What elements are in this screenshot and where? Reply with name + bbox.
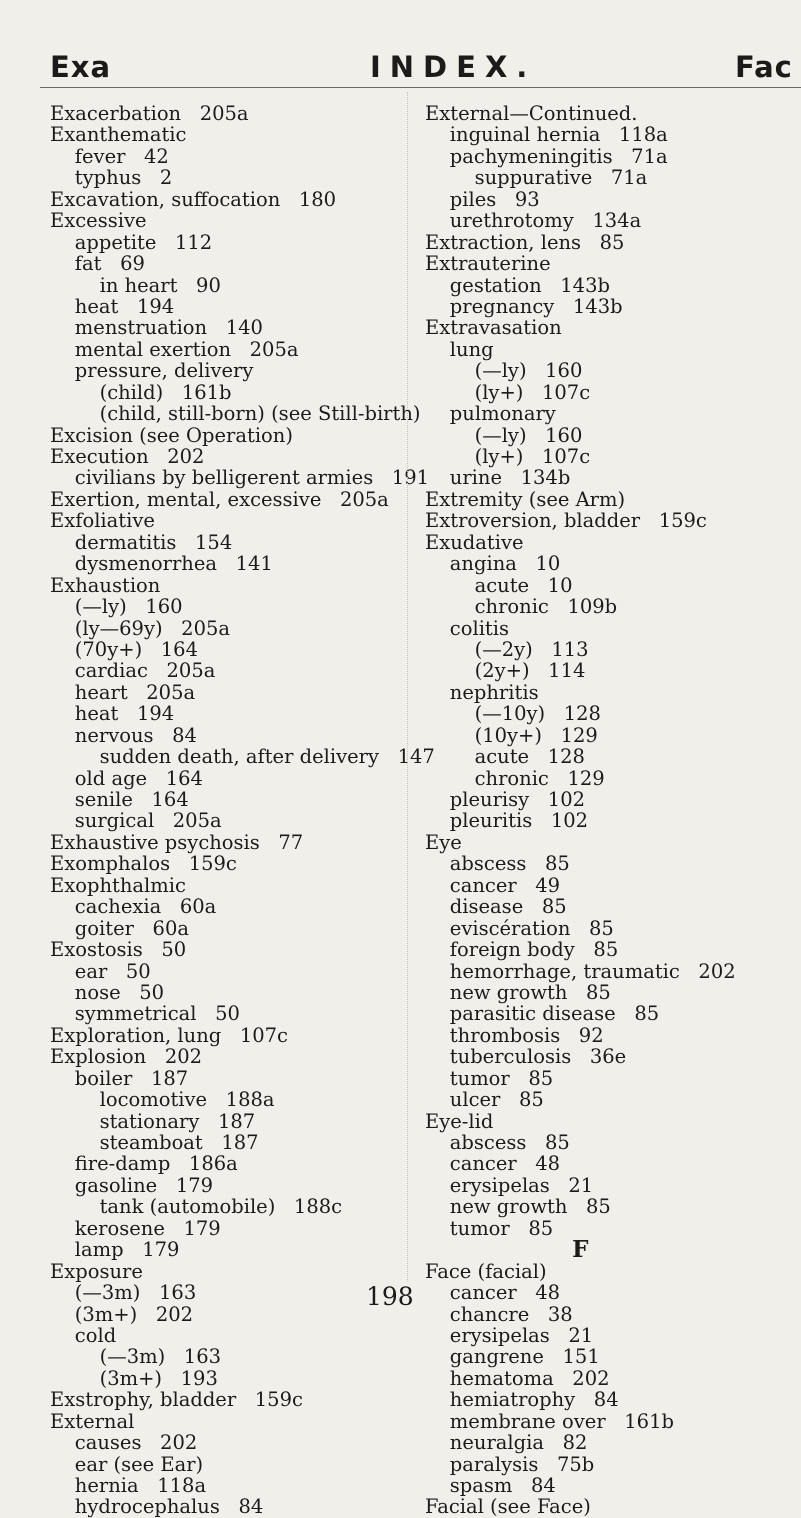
index-entry: Excessive (50, 209, 147, 233)
index-entry: (—2y) 113 (425, 637, 589, 661)
index-entry: neuralgia 82 (425, 1431, 588, 1455)
index-entry: Face (facial) (425, 1259, 547, 1283)
index-entry: erysipelas 21 (425, 1173, 594, 1197)
section-letter: F (572, 1236, 589, 1264)
index-entry: Eye (425, 830, 462, 854)
index-entry: paralysis 75b (425, 1452, 595, 1476)
index-entry: urine 134b (425, 466, 571, 490)
index-entry: Excavation, suffocation 180 (50, 187, 337, 211)
index-entry: (70y+) 164 (50, 637, 198, 661)
index-entry: hernia 118a (50, 1474, 207, 1497)
index-entry: (—3m) 163 (50, 1345, 222, 1369)
index-entry: abscess 85 (425, 1131, 570, 1154)
index-entry: cachexia 60a (50, 895, 217, 919)
index-entry: Exophthalmic (50, 873, 186, 897)
index-entry: cancer 49 (425, 873, 561, 897)
index-entry: cardiac 205a (50, 659, 216, 683)
index-entry: causes 202 (50, 1431, 198, 1455)
index-entry: fat 69 (50, 252, 145, 276)
index-entry: Execution 202 (50, 445, 205, 468)
index-entry: cold (50, 1323, 117, 1347)
index-entry: pressure, delivery (50, 359, 254, 383)
index-entry: Exomphalos 159c (50, 852, 237, 876)
running-head-right: Fac (735, 50, 793, 84)
index-entry: gasoline 179 (50, 1173, 214, 1197)
index-entry: Exhaustion (50, 573, 161, 597)
index-entry: Exhaustive psychosis 77 (50, 830, 304, 854)
index-entry: symmetrical 50 (50, 1002, 240, 1026)
index-entry: gestation 143b (425, 273, 610, 297)
index-entry: goiter 60a (50, 916, 189, 940)
index-entry: menstruation 140 (50, 316, 263, 340)
index-entry: Exudative (425, 530, 524, 554)
index-entry: new growth 85 (425, 1195, 611, 1219)
index-entry: heat 194 (50, 702, 175, 726)
index-entry: Explosion 202 (50, 1045, 203, 1069)
index-entry: chronic 129 (425, 766, 605, 790)
index-entry: (—3m) 163 (50, 1281, 197, 1305)
page-number: 198 (366, 1282, 414, 1311)
index-entry: (ly+) 107c (425, 380, 591, 404)
index-entry: (10y+) 129 (425, 723, 598, 747)
index-entry: old age 164 (50, 766, 203, 790)
index-entry: pleuritis 102 (425, 809, 589, 833)
index-entry: (2y+) 114 (425, 659, 586, 683)
index-entry: lung (425, 337, 494, 361)
index-entry: nephritis (425, 680, 539, 704)
index-entry: hydrocephalus 84 (50, 1495, 264, 1518)
index-entry: tuberculosis 36e (425, 1045, 627, 1069)
index-entry: inguinal hernia 118a (425, 123, 668, 147)
index-entry: parasitic disease 85 (425, 1002, 660, 1026)
index-entry: (child) 161b (50, 380, 232, 404)
index-entry: new growth 85 (425, 980, 611, 1004)
index-entry: Exposure (50, 1259, 143, 1283)
index-entry: civilians by belligerent armies 191 (50, 466, 430, 490)
header-rule (40, 87, 801, 88)
index-entry: pulmonary (425, 402, 556, 426)
index-entry: pachymeningitis 71a (425, 144, 668, 168)
index-entry: pregnancy 143b (425, 294, 623, 318)
index-entry: (child, still-born) (see Still-birth) (50, 402, 421, 426)
index-entry: angina 10 (425, 552, 561, 576)
index-entry: Excision (see Operation) (50, 423, 293, 447)
index-entry: eviscération 85 (425, 916, 614, 940)
index-entry: dermatitis 154 (50, 530, 233, 554)
index-entry: heart 205a (50, 680, 196, 704)
index-entry: stationary 187 (50, 1109, 256, 1133)
index-entry: lamp 179 (50, 1238, 180, 1262)
index-entry: (—ly) 160 (50, 595, 183, 619)
index-entry: steamboat 187 (50, 1131, 259, 1154)
index-entry: (—10y) 128 (425, 702, 601, 726)
index-entry: foreign body 85 (425, 938, 619, 962)
index-entry: Facial (see Face) (425, 1495, 591, 1518)
index-entry: colitis (425, 616, 510, 640)
index-entry: Extraction, lens 85 (425, 230, 625, 254)
index-entry: Exanthematic (50, 123, 187, 147)
page-title: INDEX. (370, 50, 537, 84)
index-entry: boiler 187 (50, 1066, 189, 1090)
index-entry: surgical 205a (50, 809, 222, 833)
index-entry: acute 128 (425, 745, 585, 769)
index-entry: cancer 48 (425, 1281, 561, 1305)
index-entry: erysipelas 21 (425, 1323, 594, 1347)
index-entry: sudden death, after delivery 147 (50, 745, 435, 769)
index-column-right (425, 103, 736, 1518)
index-entry: fever 42 (50, 144, 169, 168)
index-entry: (3m+) 193 (50, 1366, 218, 1390)
index-entry: tumor 85 (425, 1216, 554, 1240)
index-entry: (—ly) 160 (425, 359, 583, 383)
index-entry: Exstrophy, bladder 159c (50, 1388, 303, 1412)
index-entry: (—ly) 160 (425, 423, 583, 447)
index-entry: appetite 112 (50, 230, 213, 254)
index-entry: pleurisy 102 (425, 788, 586, 811)
index-entry: gangrene 151 (425, 1345, 600, 1369)
index-entry: hemiatrophy 84 (425, 1388, 619, 1412)
index-entry: chronic 109b (425, 595, 618, 619)
index-entry: tumor 85 (425, 1066, 554, 1090)
running-head-left: Exa (50, 50, 112, 84)
index-entry: piles 93 (425, 187, 540, 211)
index-entry: mental exertion 205a (50, 337, 299, 361)
column-gutter (407, 92, 408, 1282)
index-entry: hematoma 202 (425, 1366, 610, 1390)
index-entry: acute 10 (425, 573, 573, 597)
index-entry: Exploration, lung 107c (50, 1023, 288, 1047)
index-entry: Exostosis 50 (50, 938, 187, 962)
index-entry: Extravasation (425, 316, 562, 340)
index-entry: nose 50 (50, 980, 165, 1004)
index-entry: hemorrhage, traumatic 202 (425, 959, 736, 983)
index-entry: External (50, 1409, 135, 1433)
index-entry: Extroversion, bladder 159c (425, 509, 707, 533)
index-entry: Extrauterine (425, 252, 551, 276)
index-entry: ulcer 85 (425, 1088, 544, 1112)
index-entry: locomotive 188a (50, 1088, 275, 1112)
index-entry: (3m+) 202 (50, 1302, 194, 1326)
index-entry: spasm 84 (425, 1474, 556, 1497)
index-entry: in heart 90 (50, 273, 221, 297)
index-entry: suppurative 71a (425, 166, 648, 190)
index-entry: membrane over 161b (425, 1409, 674, 1433)
index-entry: urethrotomy 134a (425, 209, 642, 233)
index-entry: nervous 84 (50, 723, 197, 747)
index-entry: senile 164 (50, 788, 189, 811)
index-entry: Eye-lid (425, 1109, 494, 1133)
index-entry: cancer 48 (425, 1152, 561, 1176)
index-entry: chancre 38 (425, 1302, 573, 1326)
index-entry: fire-damp 186a (50, 1152, 238, 1176)
index-entry: ear (see Ear) (50, 1452, 204, 1476)
index-entry: dysmenorrhea 141 (50, 552, 273, 576)
index-entry: Exfoliative (50, 509, 155, 533)
index-entry: heat 194 (50, 294, 175, 318)
index-entry: disease 85 (425, 895, 567, 919)
index-entry: kerosene 179 (50, 1216, 221, 1240)
index-entry: tank (automobile) 188c (50, 1195, 343, 1219)
index-entry: (ly—69y) 205a (50, 616, 231, 640)
index-entry: thrombosis 92 (425, 1023, 604, 1047)
index-entry: typhus 2 (50, 166, 173, 190)
index-entry: Extremity (see Arm) (425, 487, 626, 511)
index-entry: External—Continued. (425, 102, 638, 125)
index-entry: abscess 85 (425, 852, 570, 876)
index-entry: Exertion, mental, excessive 205a (50, 487, 389, 511)
index-entry: (ly+) 107c (425, 445, 591, 468)
index-entry: Exacerbation 205a (50, 102, 249, 125)
index-entry: ear 50 (50, 959, 151, 983)
